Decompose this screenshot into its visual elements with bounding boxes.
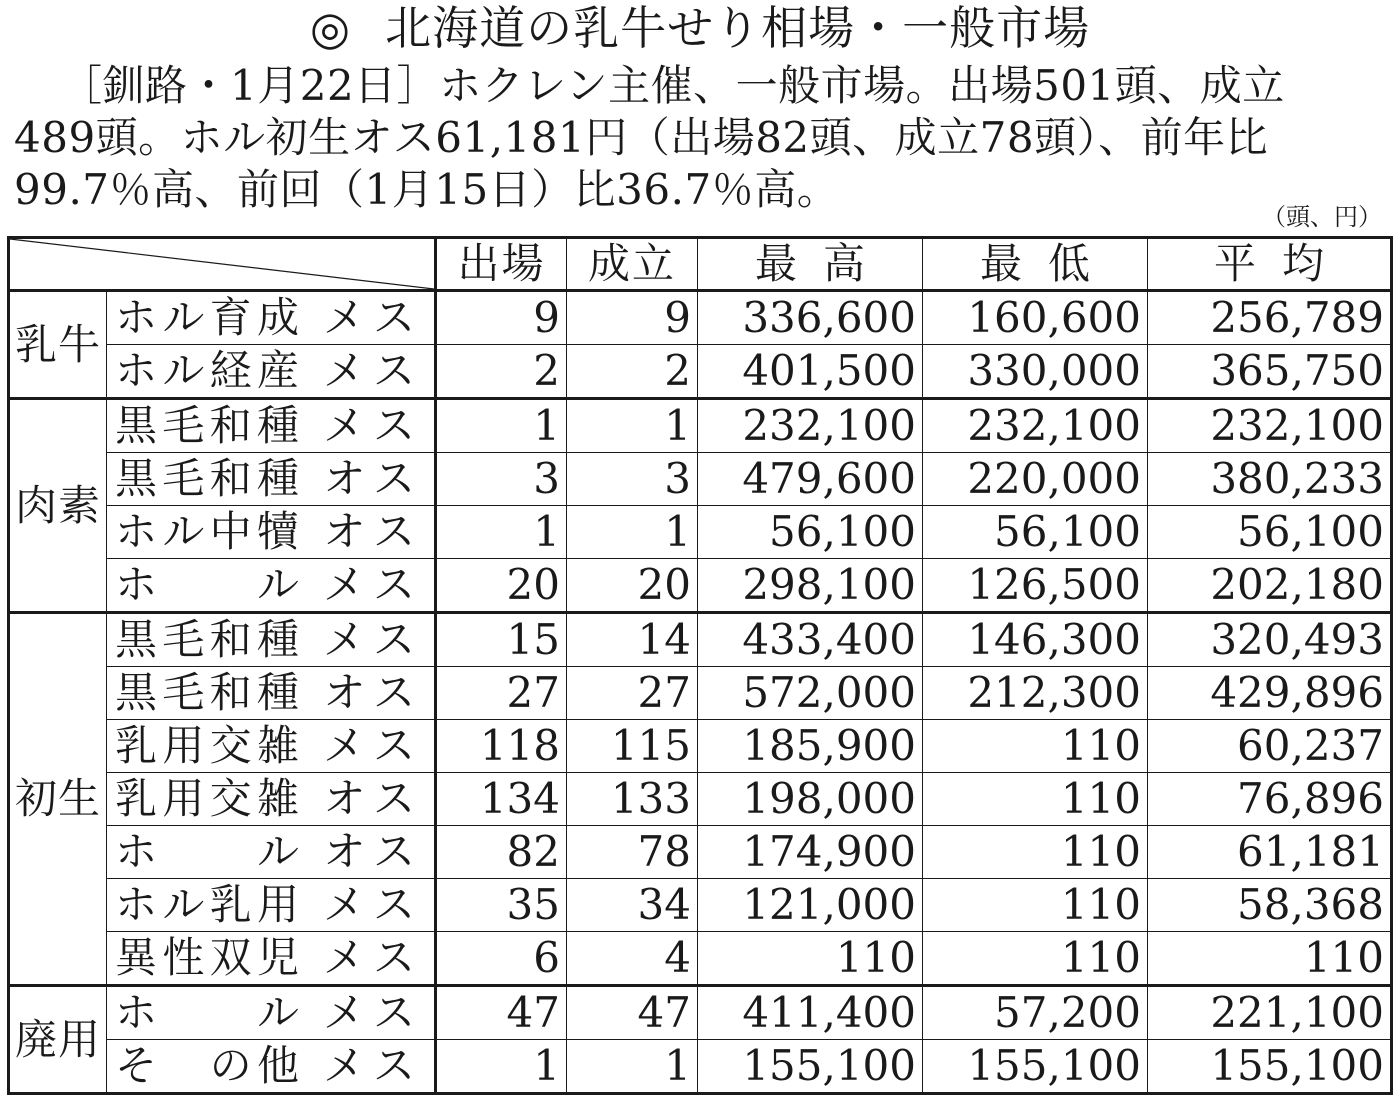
average-cell: 155,100 <box>1148 1040 1392 1094</box>
breed-char <box>162 988 204 1038</box>
breed-cell <box>107 453 436 506</box>
breed-chars <box>115 346 299 396</box>
breed-cell <box>107 613 436 667</box>
breed-char: 黒 <box>115 454 158 503</box>
title-text: 北海道の乳牛せり相場・一般市場 <box>385 1 1091 55</box>
breed-char <box>162 560 204 610</box>
sold-cell: 14 <box>567 613 698 667</box>
average-cell: 429,896 <box>1148 667 1392 720</box>
breed-cell <box>107 291 436 345</box>
table-row <box>9 345 1392 399</box>
breed-chars <box>115 560 299 610</box>
breed-char: ル <box>162 293 205 342</box>
sold-cell: 47 <box>567 986 698 1040</box>
average-cell: 380,233 <box>1148 453 1392 506</box>
breed-char: 和 <box>209 454 252 503</box>
breed-cell <box>107 506 436 559</box>
high-cell: 174,900 <box>698 826 923 879</box>
breed-char <box>210 827 252 877</box>
breed-char: ホ <box>115 988 158 1037</box>
breed-name <box>115 401 423 451</box>
sex-label: メス <box>322 880 423 929</box>
article-title <box>0 2 1400 54</box>
breed-char: ホ <box>115 560 158 609</box>
breed-cell <box>107 1040 436 1094</box>
price-table <box>7 236 1393 1095</box>
breed-char: ル <box>256 988 299 1037</box>
breed-char <box>210 560 252 610</box>
average-cell: 76,896 <box>1148 773 1392 826</box>
low-cell: 146,300 <box>923 613 1148 667</box>
table-row <box>9 826 1392 879</box>
sex-label: オス <box>323 827 423 876</box>
breed-char: 黒 <box>115 401 158 450</box>
breed-name <box>115 346 423 396</box>
low-cell: 330,000 <box>923 345 1148 399</box>
sex-label: オス <box>323 668 423 717</box>
high-cell: 401,500 <box>698 345 923 399</box>
breed-name <box>115 668 423 718</box>
table-row <box>9 667 1392 720</box>
sex-label: メス <box>322 721 423 770</box>
lead-line-3: 99.7％高、前回（1月15日）比36.7％高。 <box>14 165 840 214</box>
high-cell: 433,400 <box>698 613 923 667</box>
breed-char <box>210 988 252 1038</box>
average-cell: 320,493 <box>1148 613 1392 667</box>
table-row <box>9 399 1392 453</box>
breed-char: ル <box>162 346 205 395</box>
header-high: 最高 <box>698 238 923 291</box>
breed-char: 乳 <box>209 880 252 929</box>
breed-char: 種 <box>256 454 299 503</box>
low-cell: 110 <box>923 932 1148 986</box>
sex-label: メス <box>322 293 423 342</box>
header-corner-cell <box>9 238 436 291</box>
entries-cell: 82 <box>436 826 567 879</box>
breed-char: ホ <box>115 507 158 556</box>
breed-char: 交 <box>209 774 252 823</box>
low-cell: 212,300 <box>923 667 1148 720</box>
sex-label: メス <box>322 401 423 450</box>
breed-cell <box>107 986 436 1040</box>
entries-cell: 1 <box>436 506 567 559</box>
breed-chars <box>115 988 299 1038</box>
breed-char: 黒 <box>115 668 158 717</box>
table-row <box>9 1040 1392 1094</box>
lead-line-2: 489頭。ホル初生オス61,181円（出場82頭、成立78頭）、前年比 <box>14 113 1269 162</box>
sex-label: メス <box>322 933 423 982</box>
average-cell: 221,100 <box>1148 986 1392 1040</box>
low-cell: 110 <box>923 720 1148 773</box>
sold-cell: 27 <box>567 667 698 720</box>
average-cell: 110 <box>1148 932 1392 986</box>
category-label: 初生 <box>9 613 107 986</box>
breed-char: 中 <box>209 507 252 556</box>
breed-char: の <box>209 1041 252 1090</box>
breed-char: 交 <box>209 721 252 770</box>
high-cell: 572,000 <box>698 667 923 720</box>
breed-chars <box>115 721 299 771</box>
breed-chars <box>115 293 299 343</box>
table-row <box>9 453 1392 506</box>
breed-char: 雑 <box>256 774 299 823</box>
breed-chars <box>115 668 299 718</box>
low-cell: 220,000 <box>923 453 1148 506</box>
low-cell: 155,100 <box>923 1040 1148 1094</box>
entries-cell: 118 <box>436 720 567 773</box>
table-row <box>9 720 1392 773</box>
double-circle-icon: ◎ <box>309 1 352 55</box>
table-row <box>9 613 1392 667</box>
table-row <box>9 932 1392 986</box>
breed-char: 経 <box>209 346 252 395</box>
breed-char: ル <box>256 560 299 609</box>
unit-note: （頭、円） <box>1262 203 1382 231</box>
sold-cell: 1 <box>567 399 698 453</box>
breed-cell <box>107 667 436 720</box>
sex-label: メス <box>322 1041 423 1090</box>
breed-chars <box>115 1041 299 1091</box>
entries-cell: 6 <box>436 932 567 986</box>
low-cell: 57,200 <box>923 986 1148 1040</box>
breed-name <box>115 293 423 343</box>
table-row <box>9 879 1392 932</box>
breed-name <box>115 454 423 504</box>
table-row <box>9 559 1392 613</box>
diagonal-divider <box>10 239 434 289</box>
sold-cell: 1 <box>567 506 698 559</box>
sex-label: メス <box>322 615 423 664</box>
breed-char: 種 <box>256 401 299 450</box>
average-cell: 56,100 <box>1148 506 1392 559</box>
breed-name <box>115 827 423 877</box>
breed-cell <box>107 345 436 399</box>
sex-label: オス <box>323 507 423 556</box>
breed-char: 双 <box>209 933 252 982</box>
sold-cell: 133 <box>567 773 698 826</box>
breed-name <box>115 774 423 824</box>
breed-char: 産 <box>256 346 299 395</box>
breed-char: ホ <box>115 880 158 929</box>
breed-char: ホ <box>115 293 158 342</box>
average-cell: 365,750 <box>1148 345 1392 399</box>
breed-char: 用 <box>256 880 299 929</box>
breed-cell <box>107 773 436 826</box>
breed-chars <box>115 933 299 983</box>
breed-char: ル <box>256 827 299 876</box>
breed-char: 乳 <box>115 774 158 823</box>
low-cell: 160,600 <box>923 291 1148 345</box>
lead-line-1: ［釧路・1月22日］ホクレン主催、一般市場。出場501頭、成立 <box>60 61 1285 110</box>
sold-cell: 20 <box>567 559 698 613</box>
average-cell: 60,237 <box>1148 720 1392 773</box>
breed-char: 用 <box>162 774 205 823</box>
breed-name <box>115 721 423 771</box>
high-cell: 411,400 <box>698 986 923 1040</box>
breed-char: 性 <box>162 933 205 982</box>
low-cell: 56,100 <box>923 506 1148 559</box>
breed-char: ホ <box>115 827 158 876</box>
breed-chars <box>115 615 299 665</box>
low-cell: 110 <box>923 879 1148 932</box>
breed-name <box>115 988 423 1038</box>
high-cell: 198,000 <box>698 773 923 826</box>
breed-chars <box>115 401 299 451</box>
entries-cell: 47 <box>436 986 567 1040</box>
breed-char: 雑 <box>256 721 299 770</box>
high-cell: 232,100 <box>698 399 923 453</box>
breed-char: 和 <box>209 668 252 717</box>
breed-char <box>162 827 204 877</box>
low-cell: 110 <box>923 773 1148 826</box>
low-cell: 126,500 <box>923 559 1148 613</box>
sold-cell: 4 <box>567 932 698 986</box>
average-cell: 256,789 <box>1148 291 1392 345</box>
table-row <box>9 986 1392 1040</box>
sex-label: オス <box>323 774 423 823</box>
sex-label: メス <box>322 988 423 1037</box>
entries-cell: 134 <box>436 773 567 826</box>
breed-char: 毛 <box>162 401 205 450</box>
table-row <box>9 506 1392 559</box>
header-sold: 成立 <box>567 238 698 291</box>
breed-name <box>115 507 423 557</box>
entries-cell: 15 <box>436 613 567 667</box>
breed-char: ホ <box>115 346 158 395</box>
table-row <box>9 773 1392 826</box>
average-cell: 232,100 <box>1148 399 1392 453</box>
entries-cell: 20 <box>436 559 567 613</box>
breed-cell <box>107 559 436 613</box>
sold-cell: 1 <box>567 1040 698 1094</box>
breed-char: 成 <box>256 293 299 342</box>
breed-chars <box>115 827 299 877</box>
breed-name <box>115 560 423 610</box>
breed-char: 児 <box>256 933 299 982</box>
high-cell: 155,100 <box>698 1040 923 1094</box>
entries-cell: 3 <box>436 453 567 506</box>
sex-label: オス <box>323 454 423 503</box>
breed-char: 育 <box>209 293 252 342</box>
average-cell: 202,180 <box>1148 559 1392 613</box>
breed-cell <box>107 399 436 453</box>
breed-chars <box>115 454 299 504</box>
breed-char: 毛 <box>162 454 205 503</box>
sold-cell: 78 <box>567 826 698 879</box>
breed-char: 他 <box>256 1041 299 1090</box>
average-cell: 61,181 <box>1148 826 1392 879</box>
average-cell: 58,368 <box>1148 879 1392 932</box>
table-body <box>9 291 1392 1094</box>
sold-cell: 34 <box>567 879 698 932</box>
breed-chars <box>115 880 299 930</box>
table-header-row <box>9 238 1392 291</box>
breed-char: ル <box>162 507 205 556</box>
breed-char: ル <box>162 880 205 929</box>
breed-char: 異 <box>115 933 158 982</box>
breed-char: 毛 <box>162 668 205 717</box>
breed-cell <box>107 879 436 932</box>
sold-cell: 3 <box>567 453 698 506</box>
high-cell: 56,100 <box>698 506 923 559</box>
breed-chars <box>115 507 299 557</box>
high-cell: 336,600 <box>698 291 923 345</box>
entries-cell: 1 <box>436 1040 567 1094</box>
entries-cell: 27 <box>436 667 567 720</box>
sold-cell: 115 <box>567 720 698 773</box>
breed-char: 種 <box>256 668 299 717</box>
breed-chars <box>115 774 299 824</box>
breed-cell <box>107 720 436 773</box>
entries-cell: 35 <box>436 879 567 932</box>
high-cell: 298,100 <box>698 559 923 613</box>
entries-cell: 2 <box>436 345 567 399</box>
breed-name <box>115 933 423 983</box>
breed-name <box>115 1041 423 1091</box>
breed-name <box>115 880 423 930</box>
high-cell: 110 <box>698 932 923 986</box>
breed-char: そ <box>115 1041 158 1090</box>
breed-cell <box>107 826 436 879</box>
sex-label: メス <box>322 346 423 395</box>
breed-char: 和 <box>209 615 252 664</box>
category-label: 廃用 <box>9 986 107 1094</box>
sold-cell: 9 <box>567 291 698 345</box>
breed-char: 和 <box>209 401 252 450</box>
high-cell: 185,900 <box>698 720 923 773</box>
breed-name <box>115 615 423 665</box>
low-cell: 232,100 <box>923 399 1148 453</box>
entries-cell: 1 <box>436 399 567 453</box>
low-cell: 110 <box>923 826 1148 879</box>
breed-char: 毛 <box>162 615 205 664</box>
header-average: 平均 <box>1148 238 1392 291</box>
breed-char: 用 <box>162 721 205 770</box>
article-lead <box>14 60 1386 216</box>
breed-char <box>162 1041 204 1091</box>
entries-cell: 9 <box>436 291 567 345</box>
breed-char: 犢 <box>256 507 299 556</box>
breed-char: 黒 <box>115 615 158 664</box>
category-label: 肉素 <box>9 399 107 613</box>
breed-char: 種 <box>256 615 299 664</box>
high-cell: 121,000 <box>698 879 923 932</box>
header-low: 最低 <box>923 238 1148 291</box>
sold-cell: 2 <box>567 345 698 399</box>
sex-label: メス <box>322 560 423 609</box>
category-label: 乳牛 <box>9 291 107 399</box>
high-cell: 479,600 <box>698 453 923 506</box>
breed-char: 乳 <box>115 721 158 770</box>
breed-cell <box>107 932 436 986</box>
header-entries: 出場 <box>436 238 567 291</box>
table-row <box>9 291 1392 345</box>
